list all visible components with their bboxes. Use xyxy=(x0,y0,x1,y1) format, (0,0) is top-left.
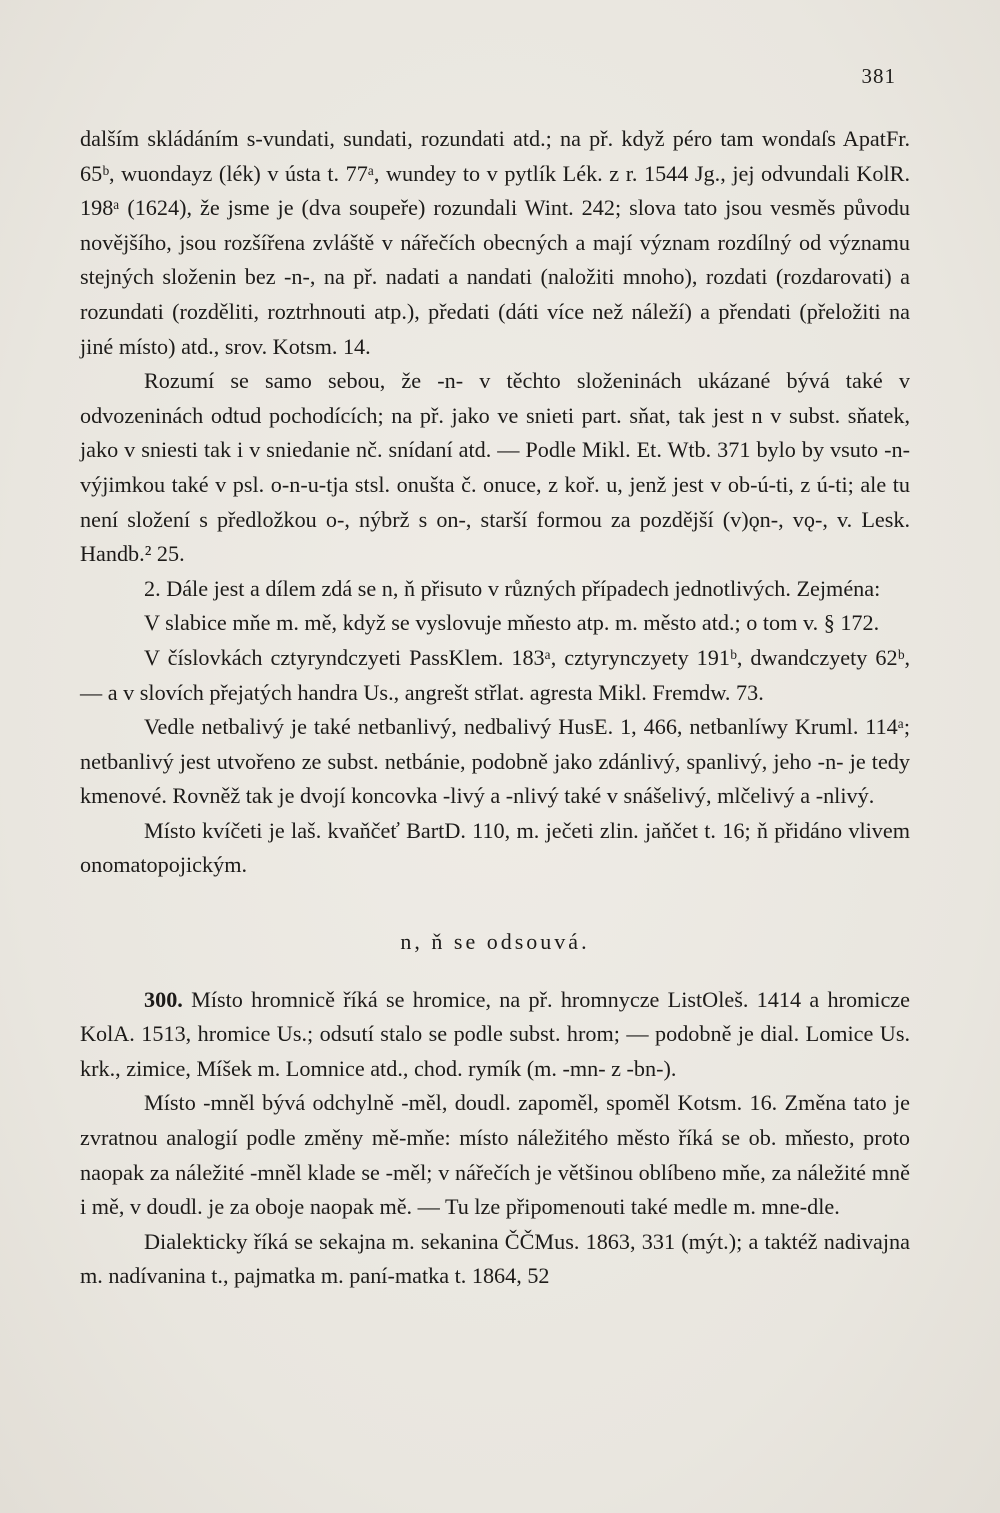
paragraph: Dialekticky říká se sekajna m. sekanina ČČMus. 1863, 331 (mýt.); a taktéž nadivajna m. nadívanina t., pajmatka m. paní-matka t. 1864, 52 xyxy=(80,1228,910,1289)
section-heading: n, ň se odsouvá. xyxy=(400,929,590,955)
paragraph: Rozumí se samo sebou, že -n- v těchto složeninách ukázané bývá také v odvozeninách odtud pochodících; na př. jako ve snieti part. sňat, tak jest n v subst. sňatek, jako v sniesti tak i v sniedanie nč. snídaní atd. — Podle Mikl. Et. Wtb. 371 bylo by vsuto -n- výjimkou také v psl. o-n-u-tja stsl. onušta č. onuce, z koř. u, jenž jest v ob-ú-ti, z ú-ti; ale tu není složení s předložkou o-, nýbrž s on-, starší formou za pozdější (v)ǫn-, vǫ-, v. Lesk. Handb.² 25. xyxy=(80,368,910,567)
text-body xyxy=(80,122,910,1294)
paragraph: dalším skládáním s-vundati, sundati, rozundati atd.; na př. když péro tam wondaſs ApatFr. 65ᵇ, wuondayz (lék) v ústa t. 77ᵃ, wundey to v pytlík Lék. z r. 1544 Jg., jej odvundali KolR. 198ᵃ (1624), že jsme je (dva soupeře) rozundali Wint. 242; slova tato jsou vesměs původu novějšího, jsou rozšířena zvláště v nářečích obecných a mají význam rozdílný od významu stejných složenin bez -n-, na př. nadati a nandati (naložiti mnoho), rozdati (rozdarovati) a rozundati (rozděliti, roztrhnouti atp.), předati (dáti více než náleží) a přendati (přeložiti na jiné místo) atd., srov. Kotsm. 14. xyxy=(80,126,910,359)
paragraph: 2. Dále jest a dílem zdá se n, ň přisuto v různých případech jednotlivých. Zejména: xyxy=(144,575,881,601)
paragraph: Místo -mněl bývá odchylně -měl, doudl. zapoměl, spoměl Kotsm. 16. Změna tato je zvratnou analogií podle změny mě-mňe: místo náležitého město říká se ob. mňesto, proto naopak za náležité -mněl klade se -měl; v nářečích je většinou oblíbeno mňe, za náležité mně i mě, v doudl. je za oboje naopak mě. — Tu lze připomenouti také medle m. mne-dle. xyxy=(80,1090,910,1220)
section-text: Místo hromnicě říká se hromice, na př. hromnycze ListOleš. 1414 a hromicze KolA. 1513, hromice Us.; odsutí stalo se podle subst. hrom; — podobně je dial. Lomice Us. krk., zimice, Míšek m. Lomnice atd., chod. rymík (m. -mn- z -bn-). xyxy=(80,986,911,1081)
section-paragraph xyxy=(80,983,910,1087)
paragraph: V číslovkách cztyryndczyeti PassKlem. 183ᵃ, cztyrynczyety 191ᵇ, dwandczyety 62ᵇ, — a v slovích přejatých handra Us., angrešt střlat. agresta Mikl. Fremdw. 73. xyxy=(80,644,910,705)
page-number: 381 xyxy=(861,64,896,88)
section-number: 300. xyxy=(144,986,183,1012)
paragraph: V slabice mňe m. mě, když se vyslovuje mňesto atp. m. město atd.; o tom v. § 172. xyxy=(144,610,880,636)
paragraph: Místo kvíčeti je laš. kvaňčeť BartD. 110, m. ječeti zlin. jaňčet t. 16; ň přidáno vlivem onomatopojickým. xyxy=(80,817,910,878)
paragraph: Vedle netbalivý je také netbanlivý, nedbalivý HusE. 1, 466, netbanlíwy Kruml. 114ᵃ; netbanlivý jest utvořeno ze subst. netbánie, podobně jako zdánlivý, spanlivý, jeho -n- je tedy kmenové. Rovněž tak je dvojí koncovka -livý a -nlivý také v snášelivý, mlčelivý a -nlivý. xyxy=(80,714,910,809)
